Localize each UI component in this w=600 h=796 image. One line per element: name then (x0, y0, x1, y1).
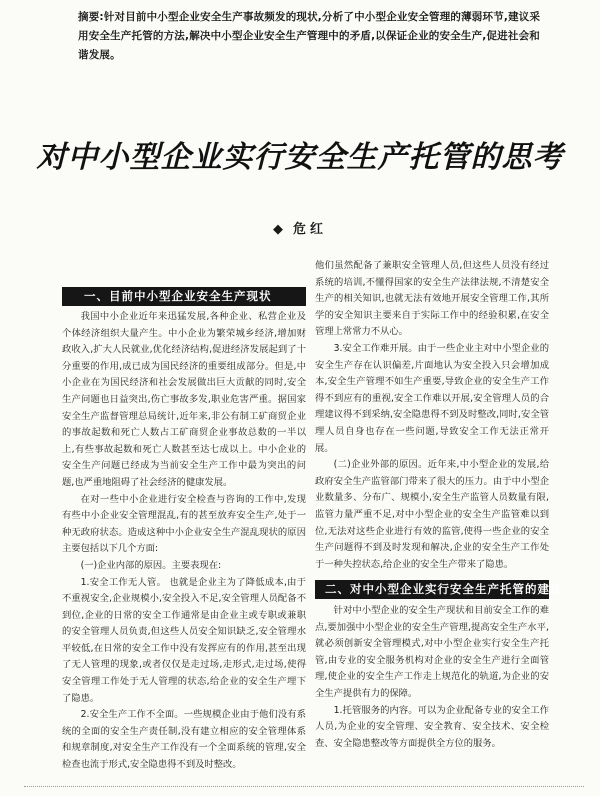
body-paragraph: (二)企业外部的原因。近年来,中小型企业的发展,给政府安全生产监管部门带来了很大的压力。由于中小型企业数量多、分布广、规模小,安全生产监管人员数量有限,监管力量严重不足,对中小型企业的安全生产监管难以到位,无法对这些企业进行有效的监管,使得一些企业的安全生产问题得不到及时发现和解决,企业的安全生产工作处于一种失控状态,给企业的安全生产带来了隐患。 (315, 459, 549, 570)
footer-rule (24, 786, 584, 787)
body-paragraph: 在对一些中小企业进行安全检查与咨询的工作中,发现有些中小企业安全管理混乱,有的甚至放弃安全生产,处于一种无政府状态。造成这种中小企业安全生产混乱现状的原因主要包括以下几个方面: (62, 493, 306, 555)
body-column-right-top (315, 258, 549, 570)
body-paragraph: 3.安全工作难开展。由于一些企业主对中小型企业的安全生产存在认识偏差,片面地认为安全投入只会增加成本,安全生产管理不如生产重要,导致企业的安全生产工作得不到应有的重视,安全工作难以开展,安全管理人员的合理建议得不到采纳,安全隐患得不到及时整改,同时,安全管理人员自身也存在一些问题,导致安全工作无法正常开展。 (315, 342, 549, 454)
article-title: 对中小型企业实行安全生产托管的思考 (36, 140, 564, 175)
diamond-icon: ◆ (272, 222, 287, 237)
author-line (0, 218, 600, 237)
body-column-left (62, 309, 306, 784)
body-paragraph: 他们虽然配备了兼职安全管理人员,但这些人员没有经过系统的培训,不懂得国家的安全生产法律法规,不清楚安全生产的相关知识,也就无法有效地开展安全管理工作,其所学的安全知识主要来自于实际工作中的经验积累,在安全管理上常常力不从心。 (315, 260, 549, 338)
body-paragraph: 1.安全工作无人管。 也就是企业主为了降低成本,由于不重视安全,企业规模小,安全投入不足,安全管理人员配备不到位,企业的日常的安全工作通常是由企业主或专职或兼职的安全管理人员负责,但这些人员安全知识缺乏,安全管理水平较低,在日常的安全工作中没有发挥应有的作用,甚至出现了无人管理的现象,或者仅仅是走过场,走形式,走过场,使得安全管理工作处于无人管理的状态,给企业的安全生产埋下了隐患。 (62, 576, 306, 704)
section-heading-2: 二、对中小型企业实行安全生产托管的建议 (315, 580, 549, 599)
abstract-text: 针对目前中小型企业安全生产事故频发的现状,分析了中小型企业安全管理的薄弱环节,建议采用安全生产托管的方法,解决中小型企业安全生产管理中的矛盾,以保证企业的安全生产,促进社会和谐发展。 (78, 11, 541, 61)
body-paragraph: 2.安全生产工作不全面。一些规模企业由于他们没有系统的全面的安全生产责任制,没有建立相应的安全管理体系和规章制度,对安全生产工作没有一个全面系统的管理,安全检查也流于形式,安全隐患得不到及时整改。 (62, 709, 306, 771)
body-paragraph: 针对中小型企业的安全生产现状和目前安全工作的难点,要加强中小型企业的安全生产管理,提高安全生产水平,就必须创新安全管理模式,对中小型企业实行安全生产托管,由专业的安全服务机构对企业的安全生产进行全面管理,使企业的安全生产工作走上规范化的轨道,为企业的安全生产提供有力的保障。 (315, 605, 549, 699)
body-paragraph: (一)企业内部的原因。主要表现在: (80, 559, 222, 571)
abstract-label: 摘要: (78, 11, 104, 23)
section-heading-1: 一、目前中小型企业安全生产现状 (62, 287, 306, 306)
author-name: 危红 (292, 222, 327, 237)
body-column-right-bottom (315, 603, 549, 787)
abstract (78, 8, 546, 65)
body-paragraph: 我国中小企业近年来迅猛发展,各种企业、私营企业及个体经济组织大量产生。中小企业为繁荣城乡经济,增加财政收入,扩大人民就业,优化经济结构,促进经济发展起到了十分重要的作用,成已成为国民经济的重要组成部分。但是,中小企业在为国民经济和社会发展做出巨大贡献的同时,安全生产问题也日益突出,伤亡事故多发,职业危害严重。据国家安全生产监督管理总局统计,近年来,非公有制工矿商贸企业的事故起数和死亡人数占工矿商贸企业事故总数的一半以上,有些事故起数和死亡人数甚至达七成以上。中小企业的安全生产问题已经成为当前安全生产工作中最为突出的问题,也严重地阻碍了社会经济的健康发展。 (62, 311, 306, 488)
body-paragraph: 1.托管服务的内容。可以为企业配备专业的安全工作人员,为企业的安全管理、安全教育、安全技术、安全检查、安全隐患整改等方面提供全方位的服务。 (315, 704, 549, 749)
